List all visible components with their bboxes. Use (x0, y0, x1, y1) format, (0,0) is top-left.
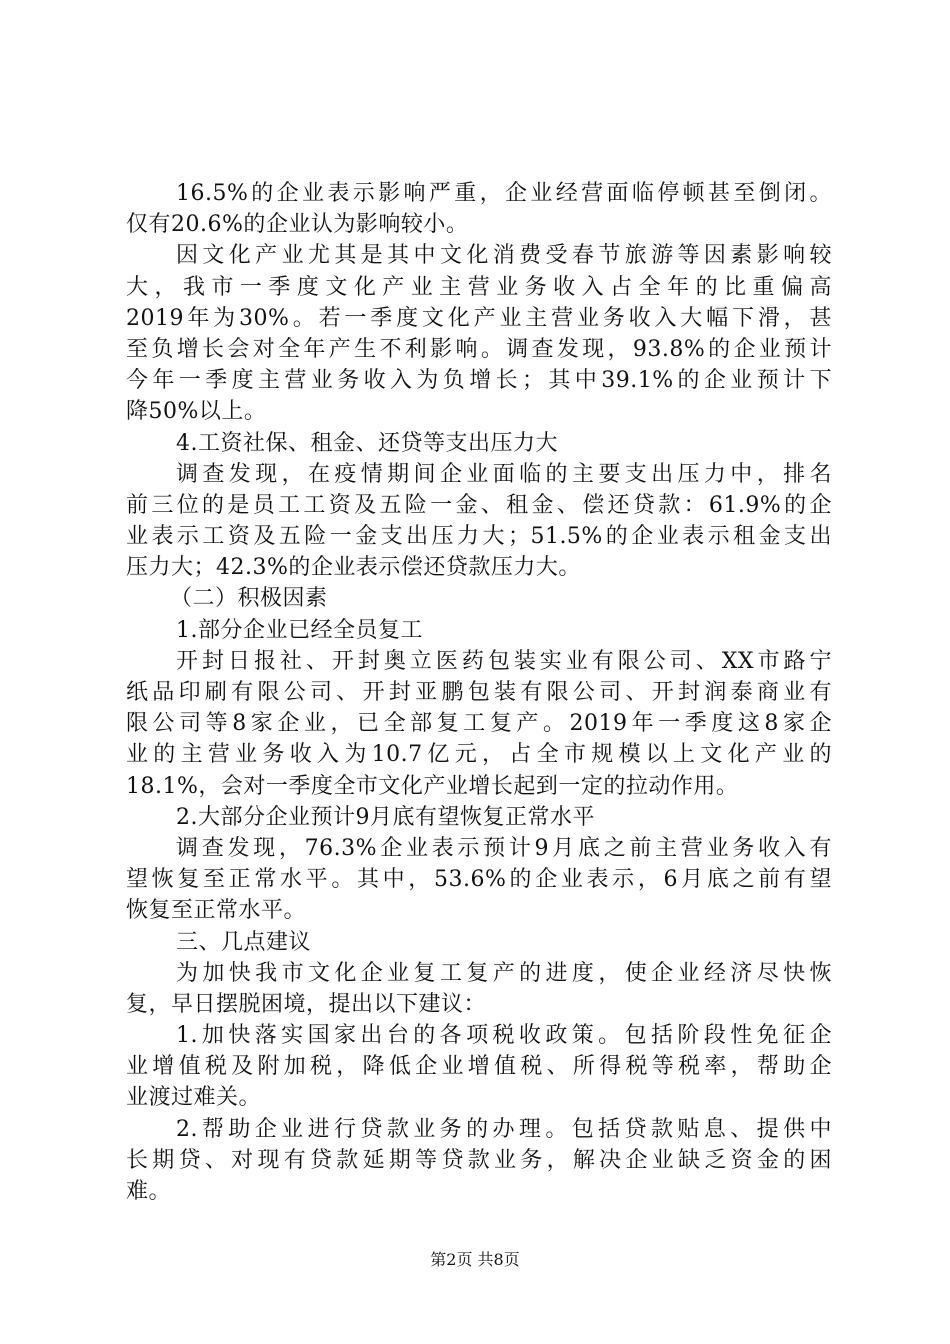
paragraph-line: 压力大；42.3%的企业表示偿还贷款压力大。 (126, 555, 581, 581)
paragraph-line: 为加快我市文化企业复工复产的进度，使企业经济尽快恢 (176, 960, 832, 986)
paragraph-line: 前三位的是员工工资及五险一金、租金、偿还贷款：61.9%的企 (126, 492, 832, 518)
paragraph-line: 纸品印刷有限公司、开封亚鹏包装有限公司、开封润泰商业有 (126, 680, 832, 705)
section-heading: 4.工资社保、租金、还贷等支出压力大 (176, 430, 558, 456)
paragraph-line: 业表示工资及五险一金支出压力大；51.5%的企业表示租金支出 (126, 524, 832, 550)
paragraph-line: 限公司等8家企业，已全部复工复产。2019年一季度这8家企 (126, 711, 832, 737)
paragraph-line: 18.1%，会对一季度全市文化产业增长起到一定的拉动作用。 (126, 773, 739, 799)
section-heading: 2.大部分企业预计9月底有望恢复正常水平 (176, 804, 595, 830)
page-number-footer: 第2页 共8页 (430, 1250, 520, 1269)
paragraph-line: 调查发现，76.3%企业表示预计9月底之前主营业务收入有 (176, 835, 832, 861)
section-heading: （二）积极因素 (170, 586, 328, 612)
paragraph-line: 16.5%的企业表示影响严重，企业经营面临停顿甚至倒闭。 (176, 181, 832, 206)
paragraph-line: 复，早日摆脱困境，提出以下建议： (126, 991, 487, 1017)
paragraph-line: 至负增长会对全年产生不利影响。调查发现，93.8%的企业预计 (126, 336, 832, 362)
paragraph-line: 今年一季度主营业务收入为负增长；其中39.1%的企业预计下 (126, 368, 832, 394)
paragraph-line: 仅有20.6%的企业认为影响较小。 (126, 212, 469, 238)
paragraph-line: 2.帮助企业进行贷款业务的办理。包括贷款贴息、提供中 (176, 1116, 832, 1142)
paragraph-line: 大，我市一季度文化产业主营业务收入占全年的比重偏高 (126, 274, 832, 300)
paragraph-line: 开封日报社、开封奥立医药包装实业有限公司、XX市路宁 (176, 648, 832, 674)
section-heading: 1.部分企业已经全员复工 (176, 617, 423, 643)
paragraph-line: 长期贷、对现有贷款延期等贷款业务，解决企业缺乏资金的困 (126, 1147, 832, 1173)
paragraph-line: 业增值税及附加税，降低企业增值税、所得税等税率，帮助企 (126, 1054, 832, 1080)
paragraph-line: 业的主营业务收入为10.7亿元，占全市规模以上文化产业的 (126, 742, 832, 768)
paragraph-line: 因文化产业尤其是其中文化消费受春节旅游等因素影响较 (176, 243, 832, 269)
paragraph-line: 1.加快落实国家出台的各项税收政策。包括阶段性免征企 (176, 1023, 832, 1049)
paragraph-line: 望恢复至正常水平。其中，53.6%的企业表示，6月底之前有望 (126, 867, 832, 893)
document-body (126, 178, 832, 1207)
paragraph-line: 调查发现，在疫情期间企业面临的主要支出压力中，排名 (176, 461, 832, 487)
paragraph-line: 2019年为30%。若一季度文化产业主营业务收入大幅下滑，甚 (126, 305, 832, 331)
paragraph-line: 降50%以上。 (126, 399, 267, 425)
paragraph-line: 恢复至正常水平。 (126, 898, 307, 924)
paragraph-line: 难。 (126, 1179, 172, 1204)
paragraph-line: 业渡过难关。 (126, 1085, 262, 1111)
section-heading: 三、几点建议 (176, 929, 312, 955)
